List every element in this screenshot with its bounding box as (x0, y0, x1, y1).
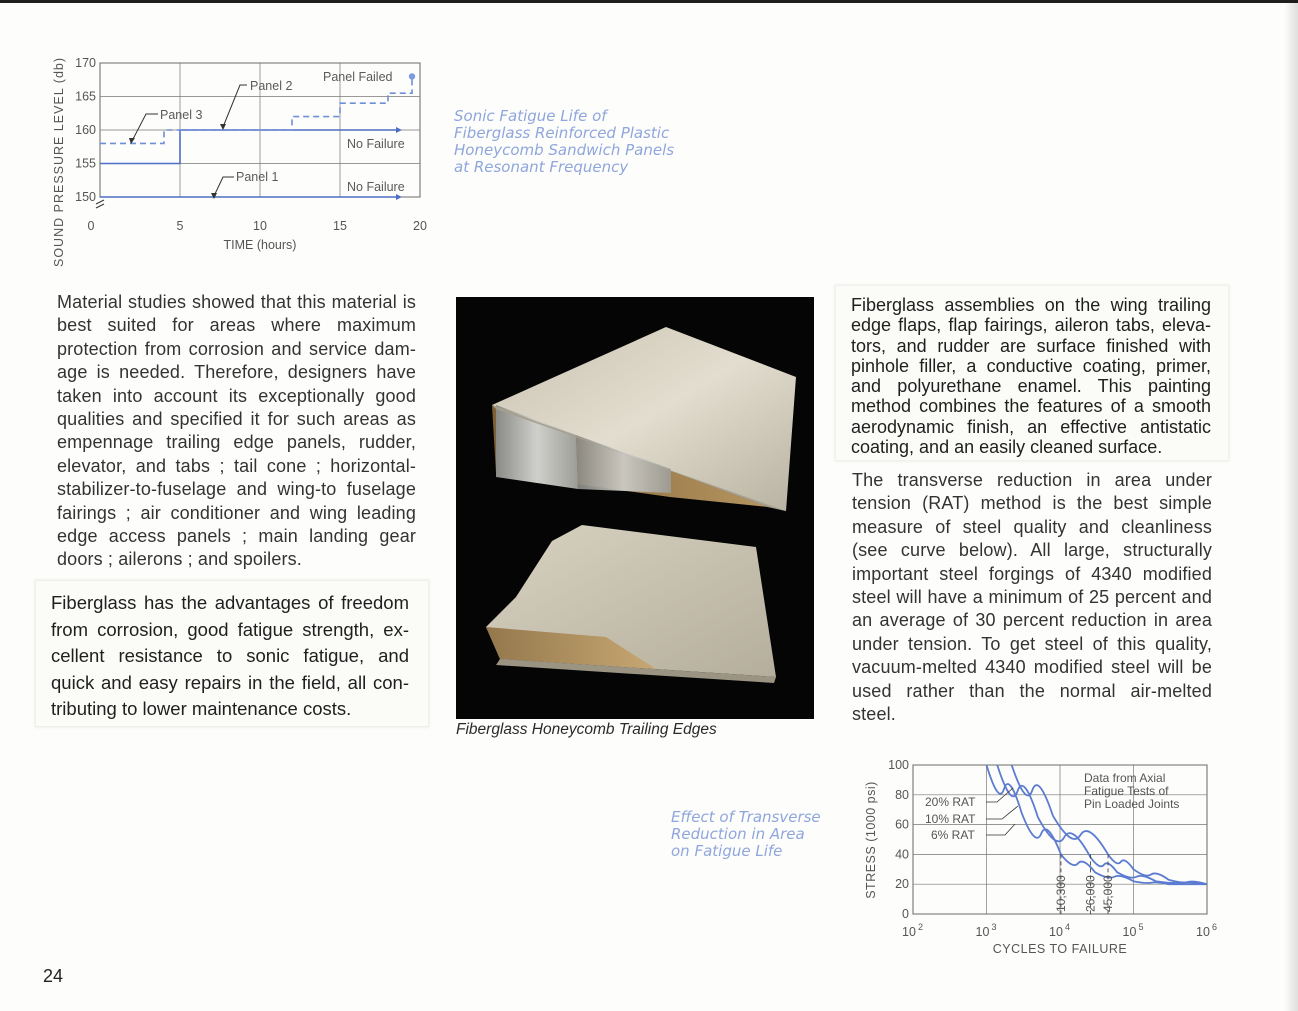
sonic-annotations (96, 70, 405, 208)
legend-note-line: Fatigue Tests of (1084, 784, 1169, 798)
photo-caption: Fiberglass Honeycomb Trailing Edges (456, 721, 717, 738)
sonic-chart-caption (454, 108, 674, 176)
rat-x-tick-label: 10 (1122, 925, 1137, 939)
rat-chart-caption (671, 809, 821, 860)
rat-x-tick-exponent: 3 (991, 922, 997, 932)
annotation-panel-3: Panel 3 (160, 108, 203, 122)
left-paragraph: Material studies showed that this material is best suited for areas where maximum protection from corrosion and service dam-age is needed. Therefore, designers have taken into account its exceptionally good qualities and specified it for such areas as empennage trailing edge panels, rudder, elevator, and tabs ; tail cone ; horizontal-stabilizer-to-fuselage and wing-to fuselage fairings ; air conditioner and wing leading edge access panels ; main landing gear doors ; ailerons ; and spoilers. (57, 292, 416, 570)
right-highlight-box (835, 285, 1229, 461)
rat-y-tick-label: 80 (895, 787, 909, 802)
caption-line: Honeycomb Sandwich Panels (454, 141, 675, 159)
sonic-y-tick-label: 170 (75, 56, 96, 70)
rat-fatigue-chart (855, 752, 1235, 964)
rat-y-tick-label: 60 (895, 817, 909, 832)
trailing-edge-photo (456, 297, 814, 719)
rat-y-tick-label: 0 (902, 907, 909, 921)
annotation-no-failure-upper: No Failure (347, 137, 405, 151)
caption-line: Sonic Fatigue Life of (454, 107, 607, 125)
rat-series-labels (925, 788, 1018, 842)
series-label-20: 20% RAT (925, 795, 976, 809)
sonic-failure-marker (409, 73, 415, 79)
right-paragraph: The transverse reduction in area under tension (RAT) method is the best simple measure of steel quality and cleanliness (see curve below). All large, structurally important steel forgings of 4340 modified steel will have a minimum of 25 percent and an average of 30 percent reduction in area under tension. To get steel of this quality, vacuum-melted 4340 modified steel will be used rather than the normal air-melted steel. (852, 470, 1212, 725)
caption-line: Effect of Transverse (671, 808, 821, 826)
rat-y-tick-label: 20 (895, 877, 909, 892)
caption-line: at Resonant Frequency (454, 158, 629, 176)
sonic-y-tick-label: 165 (75, 89, 96, 104)
rat-y-axis-label: STRESS (1000 psi) (864, 781, 878, 899)
left-highlight-box (35, 580, 429, 727)
legend-note-line: Data from Axial (1084, 771, 1166, 785)
sonic-y-tick-label: 150 (75, 190, 96, 204)
sonic-x-tick-label: 15 (333, 219, 347, 233)
rat-marker-label: 10,300 (1053, 875, 1068, 912)
rat-y-tick-label: 40 (895, 847, 909, 862)
page-top-edge (0, 0, 1298, 3)
rat-marker-label: 45,000 (1101, 875, 1116, 912)
annotation-panel-2: Panel 2 (250, 79, 293, 93)
right-box-text: Fiberglass assemblies on the wing trailing edge flaps, flap fairings, aileron tabs, eleva-tors, and rudder are surface finished with pinhole filler, a conductive coating, primer, and polyurethane enamel. This painting method combines the features of a smooth aerodynamic finish, an effective antistatic coating, and an easily cleaned surface. (851, 295, 1211, 458)
sonic-series-arrow (396, 127, 402, 133)
rat-x-tick-label: 10 (902, 925, 916, 939)
annotation-panel-1: Panel 1 (236, 170, 279, 184)
series-label-6: 6% RAT (931, 828, 975, 842)
rat-y-tick-label: 100 (888, 758, 909, 772)
sonic-x-tick-label: 0 (87, 219, 95, 233)
annotation-no-failure-lower: No Failure (347, 180, 405, 194)
rat-legend-note (1084, 771, 1179, 811)
rat-x-tick-exponent: 4 (1065, 922, 1071, 932)
sonic-fatigue-chart (40, 50, 440, 270)
rat-x-tick-exponent: 2 (918, 922, 924, 932)
rat-x-tick-label: 10 (1196, 925, 1210, 939)
rat-marker-label: 26,000 (1083, 875, 1098, 912)
series-label-10: 10% RAT (925, 812, 976, 826)
rat-x-tick-label: 10 (1049, 925, 1063, 939)
page-binding-shadow (1284, 0, 1298, 1011)
caption-line: Reduction in Area (671, 825, 805, 843)
legend-note-line: Pin Loaded Joints (1084, 797, 1180, 811)
annotation-panel-failed: Panel Failed (323, 70, 393, 84)
sonic-y-axis-label: SOUND PRESSURE LEVEL (db) (52, 56, 66, 268)
rat-x-tick-exponent: 5 (1138, 922, 1144, 932)
sonic-y-tick-label: 160 (75, 123, 96, 137)
rat-x-tick-exponent: 6 (1212, 922, 1218, 932)
sonic-series-arrow (396, 194, 402, 200)
page-number: 24 (43, 966, 64, 986)
left-box-text: Fiberglass has the advantages of freedom from corrosion, good fatigue strength, ex-cellent resistance to sonic fatigue, and quick and easy repairs in the field, all con-tributing to lower maintenance costs. (51, 592, 409, 720)
sonic-y-tick-label: 155 (75, 156, 96, 171)
sonic-x-tick-label: 5 (176, 219, 184, 233)
photo-illustration (456, 297, 814, 719)
sonic-x-axis-label: TIME (hours) (223, 238, 297, 252)
sonic-x-tick-label: 20 (413, 219, 427, 233)
sonic-x-tick-label: 10 (253, 219, 267, 233)
caption-line: Fiberglass Reinforced Plastic (454, 124, 670, 142)
rat-x-axis-label: CYCLES TO FAILURE (992, 942, 1128, 956)
caption-line: on Fatigue Life (671, 842, 783, 860)
rat-x-tick-label: 10 (975, 925, 990, 939)
